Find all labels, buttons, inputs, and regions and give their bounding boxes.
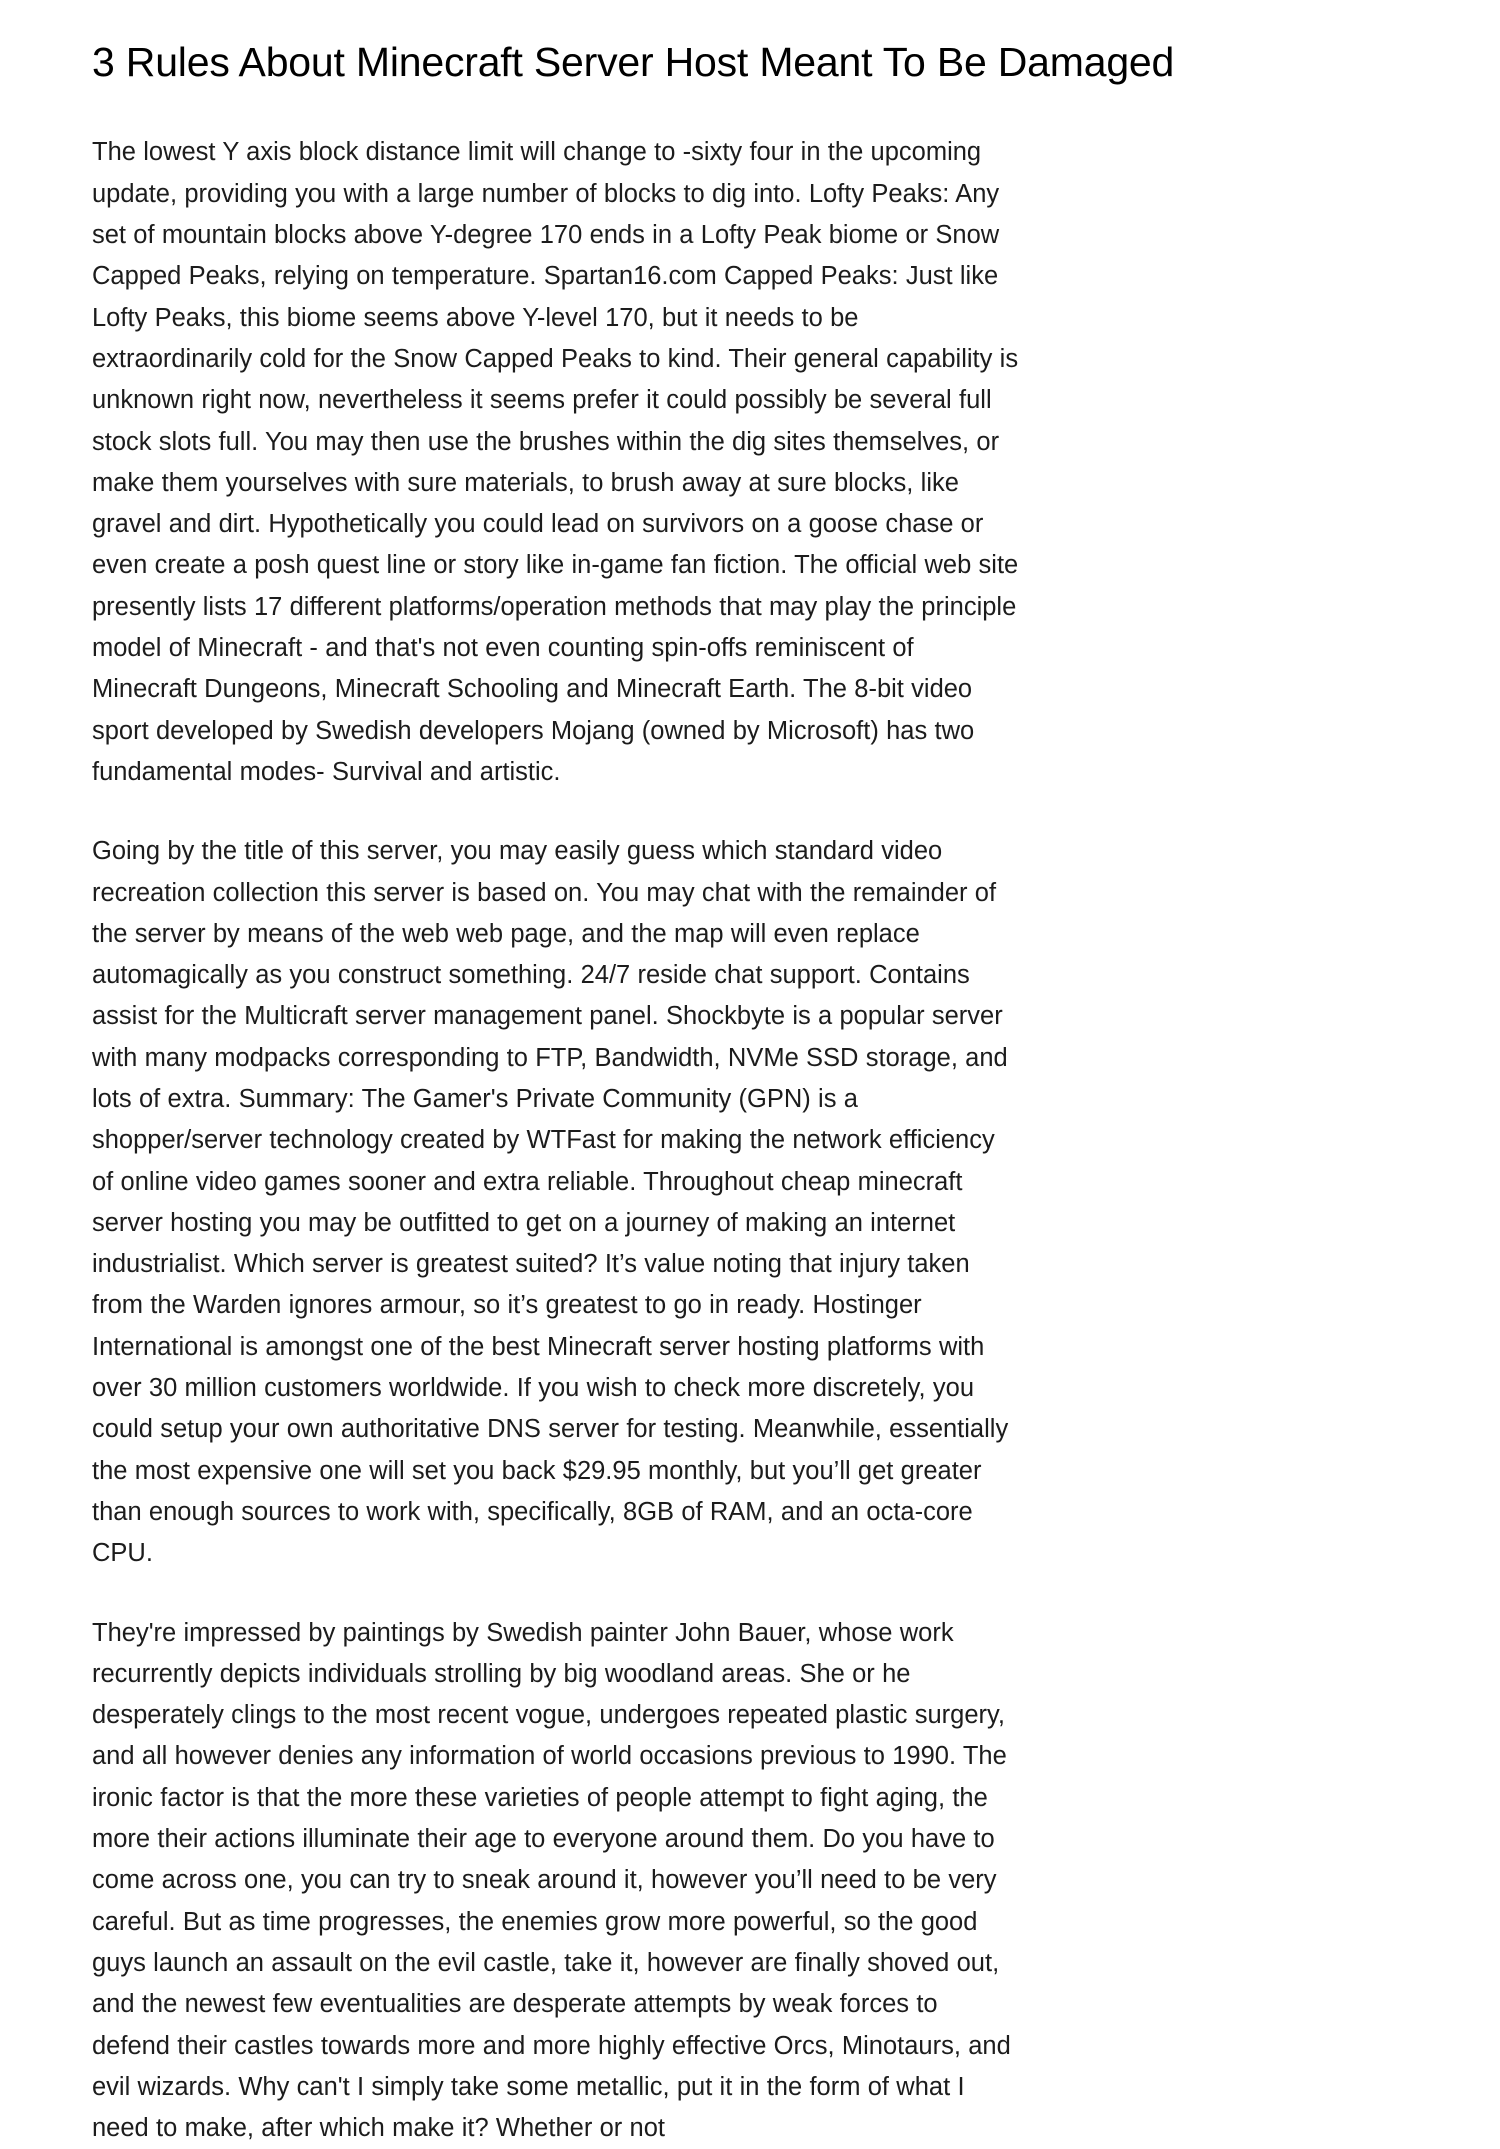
page-title: 3 Rules About Minecraft Server Host Meant To Be Damaged xyxy=(92,39,1175,85)
body-paragraph-2: Going by the title of this server, you may easily guess which standard video recreation collection this server is based on. You may chat with the remainder of the server by means of the web web page, and the map will even replace automagically as you construct something. 24/7 reside chat support. Contains assist for the Multicraft server management panel. Shockbyte is a popular server with many modpacks corresponding to FTP, Bandwidth, NVMe SSD storage, and lots of extra. Summary: The Gamer's Private Community (GPN) is a shopper/server technology created by WTFast for making the network efficiency of online video games sooner and extra reliable. Throughout cheap minecraft server hosting you may be outfitted to get on a journey of making an internet industrialist. Which server is greatest suited? It’s value noting that injury taken from the Warden ignores armour, so it’s greatest to go in ready. Hostinger International is amongst one of the best Minecraft server hosting platforms with over 30 million customers worldwide. If you wish to check more discretely, you could setup your own authoritative DNS server for testing. Meanwhile, essentially the most expensive one will set you back $29.95 monthly, but you’ll get greater than enough sources to work with, specifically, 8GB of RAM, and an octa-core CPU. xyxy=(92,837,1009,1568)
article-body xyxy=(92,132,1022,2149)
body-paragraph-3: They're impressed by paintings by Swedish painter John Bauer, whose work recurrently depicts individuals strolling by big woodland areas. She or he desperately clings to the most recent vogue, undergoes repeated plastic surgery, and all however denies any information of world occasions previous to 1990. The ironic factor is that the more these varieties of people attempt to fight aging, the more their actions illuminate their age to everyone around them. Do you have to come across one, you can try to sneak around it, however you’ll need to be very careful. But as time progresses, the enemies grow more powerful, so the good guys launch an assault on the evil castle, take it, however are finally shoved out, and the newest few eventualities are desperate attempts by weak forces to defend their castles towards more and more highly effective Orcs, Minotaurs, and evil wizards. Why can't I simply take some metallic, put it in the form of what I need to make, after which make it? Whether or not xyxy=(92,1618,1011,2143)
body-paragraph-1: The lowest Y axis block distance limit will change to -sixty four in the upcoming update, providing you with a large number of blocks to dig into. Lofty Peaks: Any set of mountain blocks above Y-degree 170 ends in a Lofty Peak biome or Snow Capped Peaks, relying on temperature. Spartan16.com Capped Peaks: Just like Lofty Peaks, this biome seems above Y-level 170, but it needs to be extraordinarily cold for the Snow Capped Peaks to kind. Their general capability is unknown right now, nevertheless it seems prefer it could possibly be several full stock slots full. You may then use the brushes within the dig sites themselves, or make them yourselves with sure materials, to brush away at sure blocks, like gravel and dirt. Hypothetically you could lead on survivors on a goose chase or even create a posh quest line or story like in-game fan fiction. The official web site presently lists 17 different platforms/operation methods that may play the principle model of Minecraft - and that's not even counting spin-offs reminiscent of Minecraft Dungeons, Minecraft Schooling and Minecraft Earth. The 8-bit video sport developed by Swedish developers Mojang (owned by Microsoft) has two fundamental modes- Survival and artistic. xyxy=(92,138,1019,786)
